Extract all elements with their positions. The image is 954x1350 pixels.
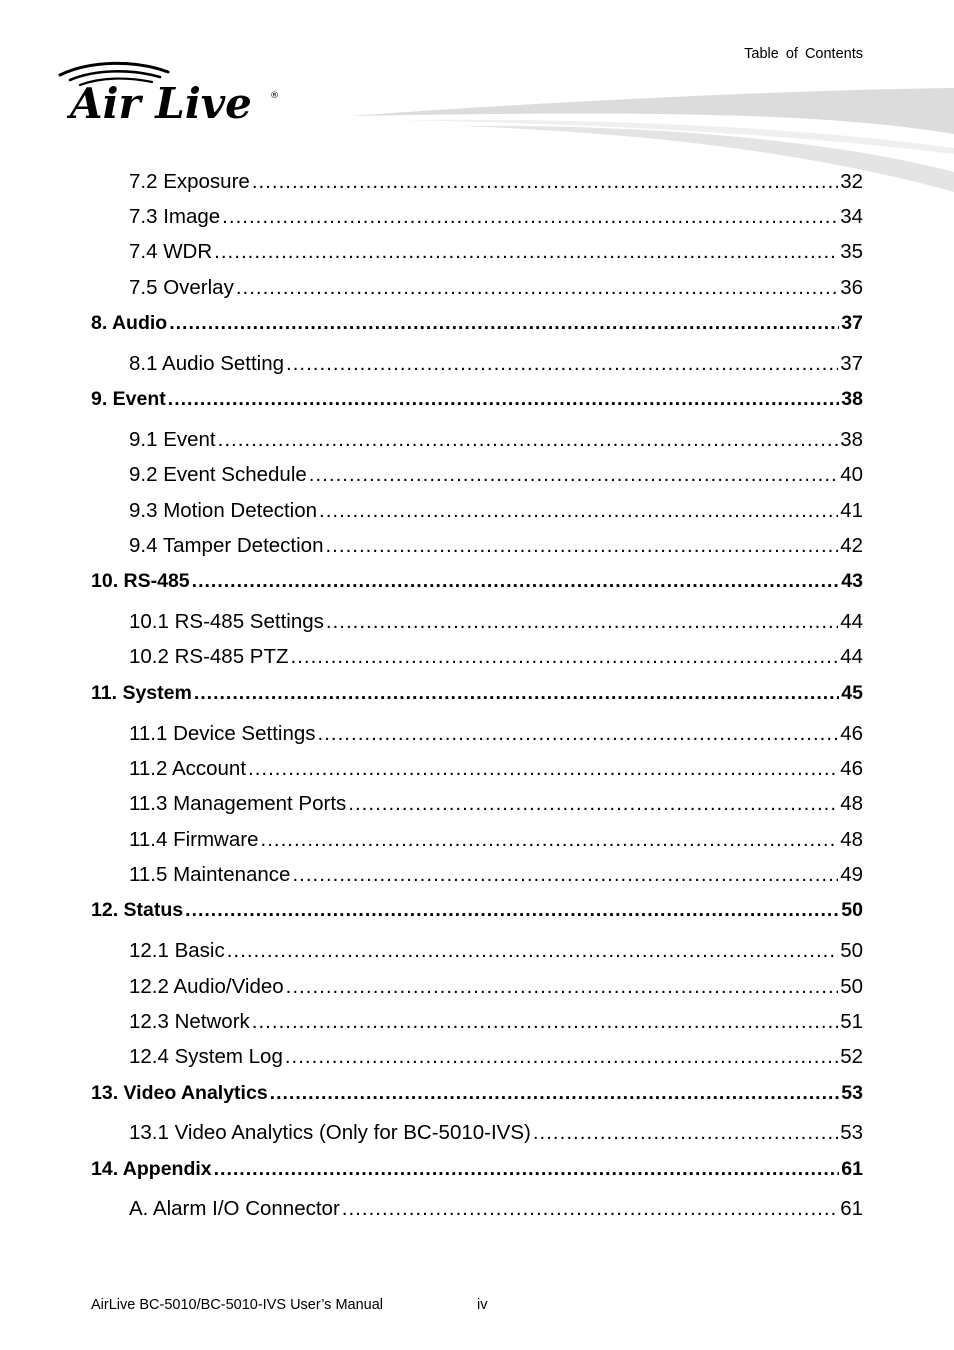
toc-entry[interactable] xyxy=(129,973,863,1001)
toc-page-number: 46 xyxy=(840,722,863,745)
toc-dot-leader xyxy=(342,1195,838,1223)
toc-dot-leader xyxy=(261,826,839,854)
toc-dot-leader xyxy=(214,238,838,266)
toc-entry-label: 12. Status xyxy=(91,899,184,921)
toc-entry-label: A. Alarm I/O Connector xyxy=(129,1197,340,1220)
toc-dot-leader xyxy=(194,679,839,707)
toc-entry[interactable] xyxy=(129,238,863,266)
toc-entry[interactable] xyxy=(129,826,863,854)
toc-entry-label: 11.4 Firmware xyxy=(129,828,259,851)
toc-entry[interactable] xyxy=(129,1008,863,1036)
toc-page-number: 52 xyxy=(840,1045,863,1068)
toc-dot-leader xyxy=(533,1119,838,1147)
toc-entry-label: 8. Audio xyxy=(91,312,168,334)
toc-entry-label: 7.4 WDR xyxy=(129,240,213,263)
footer-page-number: iv xyxy=(477,1297,488,1313)
toc-entry-label: 9.4 Tamper Detection xyxy=(129,534,324,557)
toc-entry[interactable] xyxy=(129,643,863,671)
toc-dot-leader xyxy=(236,274,838,302)
toc-entry-label: 9.3 Motion Detection xyxy=(129,499,318,522)
toc-dot-leader xyxy=(169,309,839,337)
toc-page-number: 34 xyxy=(840,205,863,228)
toc-entry-label: 9.1 Event xyxy=(129,428,216,451)
toc-page-number: 61 xyxy=(841,1158,863,1180)
page-header-section: Table of Contents xyxy=(744,46,863,62)
toc-page-number: 45 xyxy=(841,682,863,704)
toc-dot-leader xyxy=(292,861,838,889)
toc-page-number: 44 xyxy=(840,645,863,668)
toc-dot-leader xyxy=(326,608,838,636)
toc-entry[interactable] xyxy=(129,1043,863,1071)
toc-dot-leader xyxy=(248,755,838,783)
toc-page-number: 53 xyxy=(841,1082,863,1104)
toc-entry[interactable] xyxy=(129,1119,863,1147)
toc-dot-leader xyxy=(291,643,839,671)
toc-dot-leader xyxy=(285,1043,838,1071)
toc-dot-leader xyxy=(319,497,838,525)
logo-wordmark: Air Live xyxy=(70,79,252,128)
toc-entry[interactable] xyxy=(129,790,863,818)
logo-registered-mark: ® xyxy=(270,91,279,101)
toc-dot-leader xyxy=(168,385,840,413)
toc-entry[interactable] xyxy=(91,679,863,707)
toc-dot-leader xyxy=(318,720,839,748)
toc-entry[interactable] xyxy=(129,720,863,748)
toc-entry[interactable] xyxy=(129,274,863,302)
toc-entry-label: 12.4 System Log xyxy=(129,1045,283,1068)
toc-entry-label: 7.5 Overlay xyxy=(129,276,234,299)
toc-entry-label: 13.1 Video Analytics (Only for BC-5010-IVS) xyxy=(129,1121,531,1144)
toc-dot-leader xyxy=(222,203,838,231)
toc-dot-leader xyxy=(192,567,840,595)
toc-page-number: 42 xyxy=(840,534,863,557)
toc-entry[interactable] xyxy=(91,309,863,337)
toc-entry-label: 11.2 Account xyxy=(129,757,247,780)
toc-page-number: 50 xyxy=(840,975,863,998)
toc-page-number: 44 xyxy=(840,610,863,633)
toc-entry[interactable] xyxy=(129,168,863,196)
toc-dot-leader xyxy=(286,350,838,378)
toc-entry[interactable] xyxy=(129,608,863,636)
toc-page-number: 35 xyxy=(840,240,863,263)
toc-dot-leader xyxy=(270,1079,840,1107)
toc-entry-label: 11. System xyxy=(91,682,192,704)
toc-page-number: 50 xyxy=(840,939,863,962)
toc-page-number: 43 xyxy=(841,570,863,592)
toc-dot-leader xyxy=(252,1008,838,1036)
toc-entry[interactable] xyxy=(129,937,863,965)
toc-entry-label: 12.1 Basic xyxy=(129,939,225,962)
toc-dot-leader xyxy=(252,168,838,196)
toc-entry[interactable] xyxy=(129,350,863,378)
toc-entry[interactable] xyxy=(91,1079,863,1107)
toc-entry-label: 9. Event xyxy=(91,388,166,410)
toc-entry-label: 11.3 Management Ports xyxy=(129,792,347,815)
toc-entry-label: 8.1 Audio Setting xyxy=(129,352,285,375)
toc-dot-leader xyxy=(325,532,838,560)
toc-entry-label: 12.2 Audio/Video xyxy=(129,975,284,998)
toc-dot-leader xyxy=(348,790,838,818)
toc-dot-leader xyxy=(214,1155,840,1183)
toc-page-number: 51 xyxy=(840,1010,863,1033)
toc-entry-label: 11.5 Maintenance xyxy=(129,863,291,886)
toc-page-number: 36 xyxy=(840,276,863,299)
toc-page-number: 32 xyxy=(840,170,863,193)
toc-entry-label: 14. Appendix xyxy=(91,1158,212,1180)
toc-entry[interactable] xyxy=(91,385,863,413)
toc-entry[interactable] xyxy=(129,532,863,560)
toc-entry-label: 12.3 Network xyxy=(129,1010,250,1033)
toc-entry-label: 7.3 Image xyxy=(129,205,221,228)
toc-entry[interactable] xyxy=(91,1155,863,1183)
toc-dot-leader xyxy=(218,426,839,454)
toc-entry-label: 10.1 RS-485 Settings xyxy=(129,610,324,633)
toc-entry[interactable] xyxy=(129,203,863,231)
toc-entry[interactable] xyxy=(91,896,863,924)
toc-entry-label: 10.2 RS-485 PTZ xyxy=(129,645,289,668)
toc-entry-label: 7.2 Exposure xyxy=(129,170,250,193)
toc-dot-leader xyxy=(227,937,838,965)
toc-entry[interactable] xyxy=(91,567,863,595)
toc-page-number: 40 xyxy=(840,463,863,486)
toc-dot-leader xyxy=(309,461,838,489)
toc-page-number: 49 xyxy=(840,863,863,886)
toc-entry[interactable] xyxy=(129,1195,863,1223)
toc-entry[interactable] xyxy=(129,755,863,783)
toc-page-number: 41 xyxy=(840,499,863,522)
toc-entry-label: 11.1 Device Settings xyxy=(129,722,316,745)
toc-page-number: 61 xyxy=(840,1197,863,1220)
toc-entry[interactable] xyxy=(129,861,863,889)
toc-page-number: 46 xyxy=(840,757,863,780)
toc-entry[interactable] xyxy=(129,497,863,525)
toc-page-number: 38 xyxy=(840,428,863,451)
toc-dot-leader xyxy=(185,896,839,924)
toc-entry-label: 13. Video Analytics xyxy=(91,1082,268,1104)
toc-page-number: 37 xyxy=(840,352,863,375)
toc-page-number: 37 xyxy=(841,312,863,334)
toc-page-number: 48 xyxy=(840,792,863,815)
toc-entry-label: 9.2 Event Schedule xyxy=(129,463,307,486)
toc-dot-leader xyxy=(286,973,839,1001)
toc-page-number: 53 xyxy=(840,1121,863,1144)
toc-entry[interactable] xyxy=(129,461,863,489)
toc-page-number: 38 xyxy=(841,388,863,410)
toc-entry[interactable] xyxy=(129,426,863,454)
footer-manual-title: AirLive BC-5010/BC-5010-IVS User’s Manual xyxy=(91,1297,384,1313)
toc-page-number: 50 xyxy=(841,899,863,921)
toc-entry-label: 10. RS-485 xyxy=(91,570,190,592)
toc-page-number: 48 xyxy=(840,828,863,851)
